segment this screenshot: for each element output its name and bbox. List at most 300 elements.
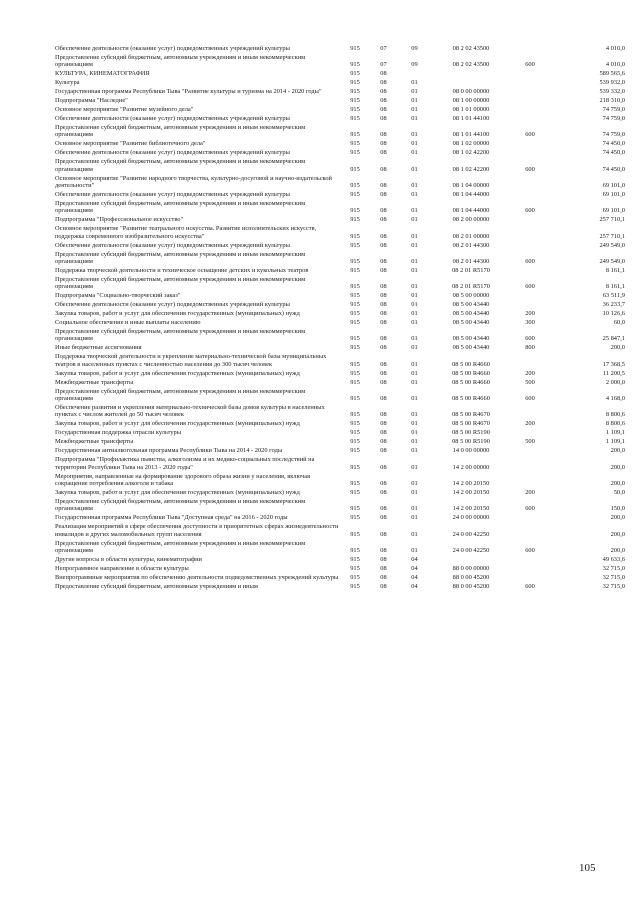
row-amount: 539 332,0	[599, 88, 625, 96]
row-amount: 49 633,6	[602, 555, 625, 563]
row-section-code: 08	[380, 438, 387, 446]
table-row	[55, 319, 625, 328]
row-ministry-code: 915	[350, 258, 360, 265]
row-section-code: 08	[380, 344, 387, 352]
row-target-article-code: 08 2 01 R5170	[452, 266, 490, 274]
row-amount: 17 368,5	[602, 360, 625, 368]
row-expense-type-code	[510, 429, 550, 438]
row-target-article-code: 08 5 00 43440	[452, 319, 490, 327]
row-expense-type-code: 600	[525, 131, 535, 139]
row-target-article-code: 08 1 04 44000	[452, 191, 490, 199]
row-name: Предоставление субсидий бюджетным, автономным учреждениям и иным некоммерческим организациям	[55, 199, 306, 215]
row-amount: 25 847,1	[602, 335, 625, 343]
row-expense-type-code	[510, 473, 550, 489]
row-name: Межбюджетные трансферты	[55, 378, 134, 386]
budget-table	[55, 45, 625, 592]
row-target-article-code: 08 1 00 00000	[452, 97, 490, 105]
row-amount: 200,0	[610, 463, 625, 471]
row-ministry-code: 915	[350, 310, 360, 318]
row-name: Иные бюджетные ассигнования	[55, 344, 142, 352]
row-expense-type-code: 200	[525, 369, 535, 377]
row-subsection-code: 01	[411, 395, 418, 403]
row-name: Предоставление субсидий бюджетным, автономным учреждениям и иным некоммерческим организациям	[55, 539, 306, 554]
row-expense-type-code	[510, 70, 550, 79]
row-name: Обеспечение деятельности (оказание услуг) подведомственных учреждений культуры	[55, 115, 290, 123]
row-section-code: 08	[380, 258, 387, 265]
table-row	[55, 70, 625, 79]
row-section-code: 08	[380, 411, 387, 419]
row-expense-type-code	[510, 225, 550, 241]
table-row	[55, 267, 625, 276]
table-row	[55, 88, 625, 97]
row-subsection-code: 01	[411, 216, 418, 224]
row-amount: 150,0	[610, 505, 625, 513]
row-expense-type-code	[510, 115, 550, 124]
row-ministry-code: 915	[350, 488, 360, 496]
row-ministry-code: 915	[350, 369, 360, 377]
row-ministry-code: 915	[350, 447, 360, 455]
row-amount: 69 101,0	[602, 207, 625, 215]
row-section-code: 08	[380, 369, 387, 377]
table-row	[55, 140, 625, 149]
row-amount: 4 168,0	[605, 395, 625, 403]
table-row	[55, 242, 625, 251]
row-name: Основное мероприятие "Развитие народного творчества, культурно-досуговой и научно-издательской деятельности"	[55, 174, 332, 190]
table-row	[55, 404, 625, 420]
row-subsection-code: 01	[411, 149, 418, 157]
row-target-article-code	[432, 556, 510, 565]
row-section-code: 08	[380, 115, 387, 123]
row-amount: 32 715,0	[602, 564, 625, 572]
row-target-article-code: 08 5 00 43440	[452, 335, 490, 343]
row-subsection-code: 01	[411, 79, 418, 87]
row-name: Предоставление субсидий бюджетным, автономным учреждениям и иным некоммерческим организациям	[55, 250, 306, 265]
row-target-article-code: 08 5 00 R5190	[452, 429, 490, 437]
row-section-code: 08	[380, 420, 387, 428]
row-amount: 74 759,0	[602, 106, 625, 114]
row-ministry-code: 915	[350, 106, 360, 114]
row-target-article-code: 08 1 02 42200	[452, 149, 490, 157]
row-expense-type-code: 500	[525, 438, 535, 446]
row-amount: 539 932,0	[599, 79, 625, 87]
row-ministry-code: 915	[350, 564, 360, 572]
row-subsection-code: 01	[411, 546, 418, 554]
row-ministry-code: 915	[350, 131, 360, 139]
row-expense-type-code: 600	[525, 258, 535, 265]
row-expense-type-code: 300	[525, 319, 535, 327]
row-subsection-code: 01	[411, 106, 418, 114]
table-row	[55, 429, 625, 438]
row-target-article-code: 08 2 02 43500	[452, 61, 490, 69]
row-ministry-code: 915	[350, 292, 360, 300]
row-amount: 74 450,0	[602, 165, 625, 173]
row-subsection-code: 01	[411, 530, 418, 538]
table-row	[55, 473, 625, 489]
row-target-article-code: 08 5 00 43440	[452, 301, 490, 309]
row-ministry-code: 915	[350, 514, 360, 522]
row-ministry-code: 915	[350, 191, 360, 199]
row-ministry-code: 915	[350, 479, 360, 487]
table-row	[55, 388, 625, 404]
row-section-code: 08	[380, 266, 387, 274]
table-row	[55, 379, 625, 388]
row-ministry-code: 915	[350, 546, 360, 554]
row-target-article-code: 08 5 00 R4660	[452, 378, 490, 386]
row-expense-type-code: 600	[525, 395, 535, 403]
row-section-code: 08	[380, 378, 387, 386]
row-amount: 249 549,0	[599, 258, 625, 265]
row-subsection-code: 09	[411, 61, 418, 69]
row-target-article-code: 14 2 00 20150	[452, 505, 490, 513]
row-section-code: 08	[380, 573, 387, 581]
table-row	[55, 344, 625, 353]
row-expense-type-code	[510, 97, 550, 106]
row-target-article-code: 08 5 00 R4660	[452, 360, 490, 368]
row-expense-type-code	[510, 292, 550, 301]
row-expense-type-code	[510, 216, 550, 225]
row-expense-type-code	[510, 140, 550, 149]
row-expense-type-code: 600	[525, 582, 535, 590]
row-section-code: 08	[380, 182, 387, 190]
row-target-article-code: 08 2 00 00000	[452, 216, 490, 224]
row-amount: 10 126,6	[602, 310, 625, 318]
row-name: Закупка товаров, работ и услуг для обеспечения государственных (муниципальных) нужд	[55, 369, 300, 377]
row-section-code: 08	[380, 106, 387, 114]
row-ministry-code: 915	[350, 301, 360, 309]
row-section-code: 08	[380, 79, 387, 87]
row-section-code: 08	[380, 335, 387, 343]
row-expense-type-code: 500	[525, 378, 535, 386]
row-subsection-code: 01	[411, 301, 418, 309]
table-row	[55, 251, 625, 267]
row-section-code: 08	[380, 131, 387, 139]
row-subsection-code: 01	[411, 283, 418, 291]
row-name: Государственная программа Республики Тыва "Доступная среда" на 2016 - 2020 годы	[55, 514, 288, 522]
row-amount: 74 450,0	[602, 140, 625, 148]
row-subsection-code: 01	[411, 505, 418, 513]
row-target-article-code: 88 0 00 45200	[452, 582, 490, 590]
row-subsection-code: 04	[411, 582, 418, 590]
row-name: Государственная программа Республики Тыва "Развитие культуры и туризма на 2014 - 2020 годы"	[55, 88, 322, 96]
row-expense-type-code	[510, 45, 550, 54]
row-subsection-code: 01	[411, 115, 418, 123]
table-row	[55, 149, 625, 158]
row-subsection-code: 01	[411, 140, 418, 148]
row-subsection-code: 04	[411, 564, 418, 572]
row-amount: 11 200,5	[602, 369, 625, 377]
row-name: Основное мероприятие "Развитие театрального искусства. Развитие исполнительских искусств, поддержка современного изобразительного искусства"	[55, 225, 317, 240]
row-subsection-code: 09	[411, 45, 418, 52]
row-section-code: 08	[380, 301, 387, 309]
row-amount: 200,0	[610, 479, 625, 487]
row-target-article-code: 24 0 00 42250	[452, 530, 490, 538]
row-ministry-code: 915	[350, 335, 360, 343]
row-section-code: 08	[380, 232, 387, 240]
row-ministry-code: 915	[350, 232, 360, 240]
row-name: Межбюджетные трансферты	[55, 438, 134, 446]
row-subsection-code: 01	[411, 258, 418, 265]
row-section-code: 08	[380, 463, 387, 471]
row-expense-type-code	[510, 404, 550, 420]
row-subsection-code: 01	[411, 420, 418, 428]
row-subsection-code: 01	[411, 378, 418, 386]
row-section-code: 08	[380, 505, 387, 513]
row-ministry-code: 915	[350, 182, 360, 190]
row-target-article-code: 08 5 00 R5190	[452, 438, 490, 446]
row-ministry-code: 915	[350, 70, 360, 78]
row-target-article-code: 08 1 04 44000	[452, 207, 490, 215]
row-name: Государственная антиалкогольная программа Республики Тыва на 2014 - 2020 годы	[55, 447, 283, 455]
row-target-article-code: 88 0 00 00000	[452, 564, 490, 572]
row-subsection-code: 01	[411, 438, 418, 446]
budget-table-body	[55, 45, 625, 592]
row-section-code: 08	[380, 429, 387, 437]
row-amount: 257 710,1	[599, 216, 625, 224]
row-name: Закупка товаров, работ и услуг для обеспечения государственных (муниципальных) нужд	[55, 310, 300, 318]
row-section-code: 08	[380, 310, 387, 318]
row-subsection-code: 01	[411, 447, 418, 455]
row-amount: 4 010,0	[605, 45, 625, 52]
row-target-article-code: 24 0 00 42250	[452, 546, 490, 554]
table-row	[55, 175, 625, 191]
row-ministry-code: 915	[350, 266, 360, 274]
table-row	[55, 45, 625, 54]
row-section-code: 08	[380, 319, 387, 327]
row-name: Предоставление субсидий бюджетным, автономным учреждениям и иным некоммерческим организациям	[55, 497, 306, 513]
row-ministry-code: 915	[350, 319, 360, 327]
row-section-code: 08	[380, 292, 387, 300]
row-expense-type-code: 200	[525, 488, 535, 496]
row-expense-type-code	[510, 191, 550, 200]
row-amount: 8 161,1	[605, 266, 625, 274]
row-subsection-code: 01	[411, 411, 418, 419]
row-amount: 200,0	[610, 447, 625, 455]
row-ministry-code: 915	[350, 79, 360, 87]
row-subsection-code: 01	[411, 165, 418, 173]
row-amount: 218 310,0	[599, 97, 625, 105]
row-subsection-code: 01	[411, 131, 418, 139]
budget-page	[55, 45, 625, 592]
row-ministry-code: 915	[350, 216, 360, 224]
row-expense-type-code: 800	[525, 344, 535, 352]
row-ministry-code: 915	[350, 241, 360, 249]
table-row	[55, 556, 625, 565]
row-ministry-code: 915	[350, 573, 360, 581]
row-amount: 257 710,1	[599, 232, 625, 240]
row-amount: 1 109,1	[605, 429, 625, 437]
row-ministry-code: 915	[350, 505, 360, 513]
row-ministry-code: 915	[350, 149, 360, 157]
row-expense-type-code	[510, 565, 550, 574]
row-subsection-code: 01	[411, 241, 418, 249]
row-name: Подпрограмма "Профилактика пьянства, алкоголизма и их медико-социальных последствий на территории Республики Тыва на 2013 - 2020 годы"	[55, 456, 315, 471]
row-target-article-code: 08 1 02 42200	[452, 165, 490, 173]
row-amount: 8 800,6	[605, 420, 625, 428]
row-section-code: 08	[380, 283, 387, 291]
row-section-code: 08	[380, 514, 387, 522]
row-expense-type-code: 600	[525, 165, 535, 173]
row-target-article-code: 14 2 00 20150	[452, 479, 490, 487]
row-subsection-code: 01	[411, 232, 418, 240]
row-name: Обеспечение деятельности (оказание услуг) подведомственных учреждений культуры	[55, 45, 290, 52]
row-ministry-code: 915	[350, 207, 360, 215]
row-name: Закупка товаров, работ и услуг для обеспечения государственных (муниципальных) нужд	[55, 420, 300, 428]
row-section-code: 08	[380, 140, 387, 148]
row-subsection-code: 01	[411, 369, 418, 377]
table-row	[55, 574, 625, 583]
table-row	[55, 158, 625, 174]
row-ministry-code: 915	[350, 97, 360, 105]
row-expense-type-code: 600	[525, 207, 535, 215]
row-section-code: 08	[380, 207, 387, 215]
row-expense-type-code: 600	[525, 283, 535, 291]
table-row	[55, 292, 625, 301]
row-section-code: 08	[380, 216, 387, 224]
table-row	[55, 79, 625, 88]
table-row	[55, 370, 625, 379]
row-target-article-code: 08 2 01 44300	[452, 241, 490, 249]
row-name: КУЛЬТУРА, КИНЕМАТОГРАФИЯ	[55, 70, 150, 78]
row-subsection-code: 01	[411, 335, 418, 343]
row-subsection-code: 01	[411, 360, 418, 368]
row-ministry-code: 915	[350, 555, 360, 563]
row-expense-type-code	[510, 242, 550, 251]
row-target-article-code	[432, 70, 510, 79]
row-expense-type-code	[510, 149, 550, 158]
row-name: Основное мероприятие "Развитие библиотечного дела"	[55, 140, 206, 148]
table-row	[55, 106, 625, 115]
row-amount: 200,0	[610, 546, 625, 554]
row-target-article-code: 08 2 01 44300	[452, 258, 490, 265]
row-subsection-code: 01	[411, 488, 418, 496]
row-amount: 8 161,1	[605, 283, 625, 291]
row-ministry-code: 915	[350, 582, 360, 590]
row-subsection-code: 01	[411, 344, 418, 352]
row-name: Закупка товаров, работ и услуг для обеспечения государственных (муниципальных) нужд	[55, 488, 300, 496]
row-section-code: 08	[380, 582, 387, 590]
row-expense-type-code	[510, 456, 550, 472]
row-target-article-code: 14 2 00 20150	[452, 488, 490, 496]
row-section-code: 08	[380, 530, 387, 538]
row-section-code: 08	[380, 555, 387, 563]
row-ministry-code: 915	[350, 360, 360, 368]
row-target-article-code: 08 1 01 44100	[452, 115, 490, 123]
row-target-article-code: 08 5 00 R4670	[452, 411, 490, 419]
row-ministry-code: 915	[350, 411, 360, 419]
row-target-article-code: 08 1 01 44100	[452, 131, 490, 139]
row-subsection-code: 01	[411, 319, 418, 327]
row-section-code: 08	[380, 191, 387, 199]
row-expense-type-code: 200	[525, 310, 535, 318]
row-ministry-code: 915	[350, 140, 360, 148]
row-amount: 8 800,6	[605, 411, 625, 419]
row-name: Поддержка творческой деятельности и укрепление материально-технической базы муниципальных театров в населенных пунктах с численностью населения до 300 тысяч человек	[55, 353, 327, 368]
row-amount: 1 109,1	[605, 438, 625, 446]
table-row	[55, 583, 625, 592]
row-ministry-code: 915	[350, 115, 360, 123]
table-row	[55, 54, 625, 70]
row-subsection-code: 01	[411, 429, 418, 437]
row-subsection-code	[397, 70, 432, 79]
row-section-code: 08	[380, 564, 387, 572]
row-expense-type-code	[510, 447, 550, 456]
row-ministry-code: 915	[350, 165, 360, 173]
row-amount: 32 715,0	[602, 582, 625, 590]
table-row	[55, 124, 625, 140]
row-target-article-code: 14 2 00 00000	[452, 463, 490, 471]
table-row	[55, 565, 625, 574]
row-name: Подпрограмма "Наследие"	[55, 97, 128, 105]
row-amount: 2 000,0	[605, 378, 625, 386]
row-section-code: 08	[380, 241, 387, 249]
table-row	[55, 216, 625, 225]
row-ministry-code: 915	[350, 420, 360, 428]
row-target-article-code: 08 0 00 00000	[452, 88, 490, 96]
row-target-article-code: 08 1 02 00000	[452, 140, 490, 148]
row-target-article-code	[432, 79, 510, 88]
row-amount: 74 759,0	[602, 115, 625, 123]
row-expense-type-code	[510, 175, 550, 191]
row-expense-type-code	[510, 79, 550, 88]
row-section-code: 08	[380, 479, 387, 487]
row-ministry-code: 915	[350, 378, 360, 386]
table-row	[55, 115, 625, 124]
table-row	[55, 301, 625, 310]
row-target-article-code: 08 5 00 R4660	[452, 395, 490, 403]
row-ministry-code: 915	[350, 283, 360, 291]
row-amount: 74 450,0	[602, 149, 625, 157]
row-ministry-code: 915	[350, 61, 360, 69]
row-name: Предоставление субсидий бюджетным, автономным учреждениям и иным некоммерческим организациям	[55, 53, 306, 69]
row-expense-type-code: 600	[525, 335, 535, 343]
row-amount: 74 759,0	[602, 131, 625, 139]
row-amount: 60,0	[613, 319, 625, 327]
row-expense-type-code: 600	[525, 546, 535, 554]
table-row	[55, 498, 625, 514]
row-subsection-code: 01	[411, 479, 418, 487]
row-ministry-code: 915	[350, 530, 360, 538]
row-amount: 69 101,0	[602, 191, 625, 199]
row-ministry-code: 915	[350, 395, 360, 403]
row-section-code: 08	[380, 447, 387, 455]
row-target-article-code: 24 0 00 00000	[452, 514, 490, 522]
row-amount: 69 101,0	[602, 182, 625, 190]
row-amount: 36 233,7	[602, 301, 625, 309]
row-subsection-code: 01	[411, 514, 418, 522]
row-amount: 200,0	[610, 530, 625, 538]
row-name: Предоставление субсидий бюджетным, автономным учреждениям и иным некоммерческим организациям	[55, 124, 306, 139]
row-expense-type-code	[510, 514, 550, 523]
row-subsection-code: 04	[411, 573, 418, 581]
row-subsection-code: 01	[411, 292, 418, 300]
row-subsection-code: 01	[411, 310, 418, 318]
table-row	[55, 514, 625, 523]
row-section-code: 07	[380, 45, 387, 52]
row-target-article-code: 08 5 00 43440	[452, 310, 490, 318]
row-name: Обеспечение деятельности (оказание услуг) подведомственных учреждений культуры	[55, 241, 290, 249]
row-section-code: 08	[380, 97, 387, 105]
row-expense-type-code	[510, 301, 550, 310]
row-target-article-code: 88 0 00 45200	[452, 573, 490, 581]
table-row	[55, 353, 625, 369]
table-row	[55, 456, 625, 472]
row-name: Реализация мероприятий в сфере обеспечения доступности в приоритетных сферах жизнедеятельности инвалидов и других маломобильных групп населения	[55, 523, 339, 538]
row-subsection-code: 01	[411, 88, 418, 96]
table-row	[55, 276, 625, 292]
row-expense-type-code	[510, 353, 550, 369]
row-expense-type-code	[510, 574, 550, 583]
row-target-article-code: 08 5 00 R4670	[452, 420, 490, 428]
